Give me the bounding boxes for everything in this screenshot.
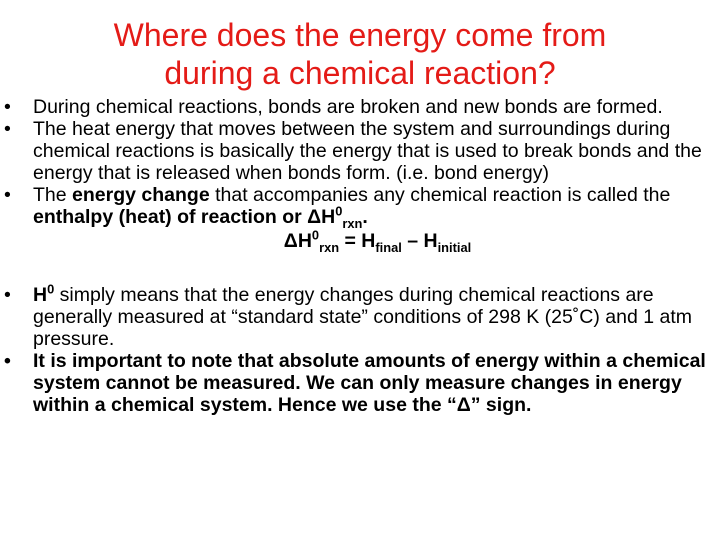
equation-sub-final: final (375, 239, 402, 255)
h-zero-superscript: 0 (47, 281, 55, 297)
equation-sub-initial: initial (437, 239, 472, 255)
enthalpy-term-text: enthalpy (heat) of reaction or (33, 206, 308, 228)
delta-symbol: Δ (307, 206, 322, 228)
enthalpy-term (33, 203, 368, 231)
bullet-text: The heat energy that moves between the system and surroundings during chemical reactions is basically the energy that is used to break bonds and the energy that is released when bonds form. (i.e. bond energy) (33, 118, 702, 184)
bullet-text: simply means that the energy changes during chemical reactions are generally measured at “standard state” conditions of 298 K (25˚C) and 1 atm pressure. (33, 284, 693, 350)
bullet-dot: • (4, 184, 11, 206)
slide-title (0, 16, 720, 92)
equation-sub-rxn: rxn (319, 239, 340, 255)
bullet-bonds-broken (0, 96, 720, 118)
bullet-standard-state (0, 281, 720, 350)
equation-minus: – H (401, 230, 438, 252)
bullet-dot: • (4, 350, 11, 372)
energy-change-term: energy change (72, 184, 210, 206)
bullet-absolute-energy (0, 350, 720, 416)
title-line-1: Where does the energy come from (113, 17, 607, 53)
bullet-text-middle: that accompanies any chemical reaction is called the (209, 184, 671, 206)
bullet-text-prefix: The (33, 184, 73, 206)
bullet-list (0, 96, 720, 416)
bullet-energy-change (0, 184, 720, 231)
sentence-end: . (362, 206, 368, 228)
equation-delta: Δ (283, 230, 298, 252)
equation-h: H (297, 230, 312, 252)
bullet-dot: • (4, 96, 11, 118)
h-symbol: H (321, 206, 336, 228)
bullet-text: It is important to note that absolute amounts of energy within a chemical system cannot be measured. We can only measure changes in energy within a chemical system. Hence we use the “Δ” sign. (33, 350, 706, 416)
h-zero-letter: H (33, 284, 48, 306)
title-line-2: during a chemical reaction? (164, 55, 556, 91)
bullet-text: During chemical reactions, bonds are broken and new bonds are formed. (33, 96, 663, 118)
standard-state-superscript: 0 (335, 203, 343, 219)
rxn-subscript: rxn (342, 215, 363, 231)
equation-superscript: 0 (311, 227, 320, 243)
bullet-dot: • (4, 284, 11, 306)
bullet-dot: • (4, 118, 11, 140)
spacer (0, 252, 720, 284)
h-zero-symbol (33, 281, 55, 306)
bullet-heat-energy (0, 118, 720, 184)
equation-equals: = H (339, 230, 376, 252)
enthalpy-equation (0, 227, 720, 255)
